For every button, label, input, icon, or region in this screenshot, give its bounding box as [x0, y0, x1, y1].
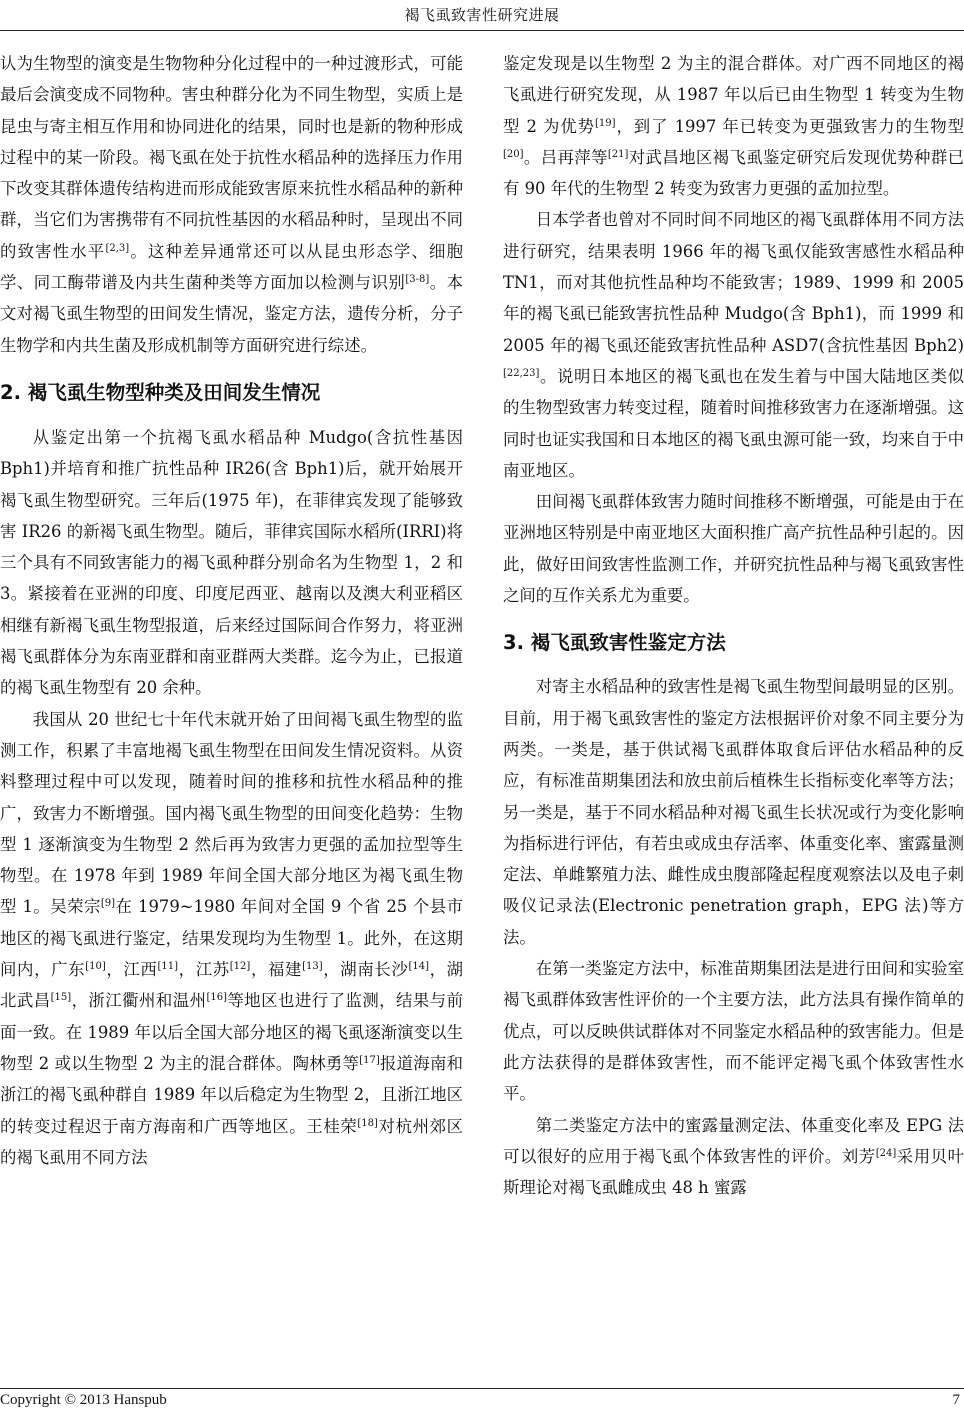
paragraph: 鉴定发现是以生物型 2 为主的混合群体。对广西不同地区的褐飞虱进行研究发现，从 1987 年以后已由生物型 1 转变为生物型 2 为优势[19]，到了 1997 年已转变为更强致害力的生物型[20]。吕再萍等[21]对武昌地区褐飞虱鉴定研究后发现优势种群已有 90 年代的生物型 2 转变为致害力更强的孟加拉型。 — [503, 54, 964, 199]
right-column — [503, 48, 964, 1203]
section-heading-2: 2. 褐飞虱生物型种类及田间发生情况 — [0, 380, 321, 404]
paragraph: 从鉴定出第一个抗褐飞虱水稻品种 Mudgo(含抗性基因 Bph1)并培育和推广抗性品种 IR26(含 Bph1)后，就开始展开褐飞虱生物型研究。三年后(1975 年)，在菲律宾发现了能够致害 IR26 的新褐飞虱生物型。随后，菲律宾国际水稻所(IRRI)将三个具有不同致害能力的褐飞虱种群分别命名为生物型 1，2 和 3。紧接着在亚洲的印度、印度尼西亚、越南以及澳大利亚稻区相继有新褐飞虱生物型报道，后来经过国际间合作努力，将亚洲褐飞虱群体分为东南亚群和南亚群两大类群。迄今为止，已报道的褐飞虱生物型有 20 余种。 — [0, 427, 463, 698]
paragraph: 我国从 20 世纪七十年代末就开始了田间褐飞虱生物型的监测工作，积累了丰富地褐飞虱生物型在田间发生情况资料。从资料整理过程中可以发现，随着时间的推移和抗性水稻品种的推广，致害力不断增强。国内褐飞虱生物型的田间变化趋势：生物型 1 逐渐演变为生物型 2 然后再为致害力更强的孟加拉型等生物型。在 1978 年到 1989 年间全国大部分地区为褐飞虱生物型 1。吴荣宗[9]在 1979~1980 年间对全国 9 个省 25 个县市地区的褐飞虱进行鉴定，结果发现均为生物型 1。此外，在这期间内，广东[10]，江西[11]，江苏[12]，福建[13]，湖南长沙[14]，湖北武昌[15]，浙江衢州和温州[16]等地区也进行了监测，结果与前面一致。在 1989 年以后全国大部分地区的褐飞虱逐渐演变以生物型 2 或以生物型 2 为主的混合群体。陶林勇等[17]报道海南和浙江的褐飞虱种群自 1989 年以后稳定为生物型 2，且浙江地区的转变过程迟于南方海南和广西等地区。王桂荣[18]对杭州郊区的褐飞虱用不同方法 — [0, 709, 464, 1167]
citation: [11] — [157, 961, 179, 973]
paragraph: 对寄主水稻品种的致害性是褐飞虱生物型间最明显的区别。目前，用于褐飞虱致害性的鉴定方法根据评价对象不同主要分为两类。一类是，基于供试褐飞虱群体取食后评估水稻品种的反应，有标准苗期集团法和放虫前后植株生长指标变化率等方法；另一类是，基于不同水稻品种对褐飞虱生长状况或行为变化影响为指标进行评估，有若虫或成虫存活率、体重变化率、蜜露量测定法、单雌繁殖力法、雌性成虫腹部隆起程度观察法以及电子刺吸仪记录法(Electronic penetration graph，EPG 法)等方法。 — [503, 677, 964, 947]
footer-rule — [0, 1388, 964, 1389]
page-number: 7 — [952, 1392, 960, 1408]
paragraph: 第二类鉴定方法中的蜜露量测定法、体重变化率及 EPG 法可以很好的应用于褐飞虱个体致害性的评价。刘芳[24]采用贝叶斯理论对褐飞虱雌成虫 48 h 蜜露 — [503, 1115, 964, 1198]
citation: [22,23] — [503, 367, 540, 379]
left-column — [0, 48, 463, 1173]
copyright-notice: Copyright © 2013 Hanspub — [0, 1392, 167, 1408]
citation: [21] — [607, 148, 629, 160]
citation: [13] — [302, 961, 323, 973]
citation: [2,3] — [105, 242, 130, 254]
citation: [14] — [408, 961, 429, 973]
paragraph: 在第一类鉴定方法中，标准苗期集团法是进行田间和实验室褐飞虱群体致害性评价的一个主要方法，此方法具有操作简单的优点，可以反映供试群体对不同鉴定水稻品种的致害能力。但是此方法获得的是群体致害性，而不能评定褐飞虱个体致害性水平。 — [503, 959, 964, 1104]
citation: [16] — [206, 992, 227, 1004]
citation: [19] — [595, 117, 616, 129]
paragraph: 田间褐飞虱群体致害力随时间推移不断增强，可能是由于在亚洲地区特别是中南亚地区大面积推广高产抗性品种引起的。因此，做好田间致害性监测工作，并研究抗性品种与褐飞虱致害性之间的互作关系尤为重要。 — [503, 492, 964, 606]
citation: [15] — [50, 992, 72, 1004]
section-heading-3: 3. 褐飞虱致害性鉴定方法 — [503, 631, 726, 655]
citation: [9] — [100, 898, 116, 910]
citation: [24] — [875, 1147, 897, 1159]
citation: [18] — [357, 1117, 378, 1129]
citation: [10] — [85, 961, 106, 973]
citation: [3-8] — [405, 274, 430, 286]
citation: [17] — [359, 1054, 380, 1066]
paragraph: 日本学者也曾对不同时间不同地区的褐飞虱群体用不同方法进行研究，结果表明 1966 年的褐飞虱仅能致害感性水稻品种 TN1，而对其他抗性品种均不能致害；1989、1999 和 2005 年的褐飞虱已能致害抗性品种 Mudgo(含 Bph1)，而 1999 和 2005 年的褐飞虱还能致害抗性品种 ASD7(含抗性基因 Bph2)[22,23]。说明日本地区的褐飞虱也在发生着与中国大陆地区类似的生物型致害力转变过程，随着时间推移致害力在逐渐增强。这同时也证实我国和日本地区的褐飞虱虫源可能一致，均来自于中南亚地区。 — [503, 210, 964, 480]
running-header-title: 褐飞虱致害性研究进展 — [404, 6, 560, 24]
header-rule — [0, 30, 964, 31]
paragraph: 认为生物型的演变是生物物种分化过程中的一种过渡形式，可能最后会演变成不同物种。害虫种群分化为不同生物型，实质上是昆虫与寄主相互作用和协同进化的结果，同时也是新的物种形成过程中的某一阶段。褐飞虱在处于抗性水稻品种的选择压力作用下改变其群体遗传结构进而形成能致害原来抗性水稻品种的新种群，当它们为害携带有不同抗性基因的水稻品种时，呈现出不同的致害性水平[2,3]。这种差异通常还可以从昆虫形态学、细胞学、同工酶带谱及内共生菌种类等方面加以检测与识别[3-8]。本文对褐飞虱生物型的田间发生情况，鉴定方法，遗传分析，分子生物学和内共生菌及形成机制等方面研究进行综述。 — [0, 54, 464, 355]
citation: [12] — [229, 961, 251, 973]
citation: [20] — [503, 148, 524, 160]
